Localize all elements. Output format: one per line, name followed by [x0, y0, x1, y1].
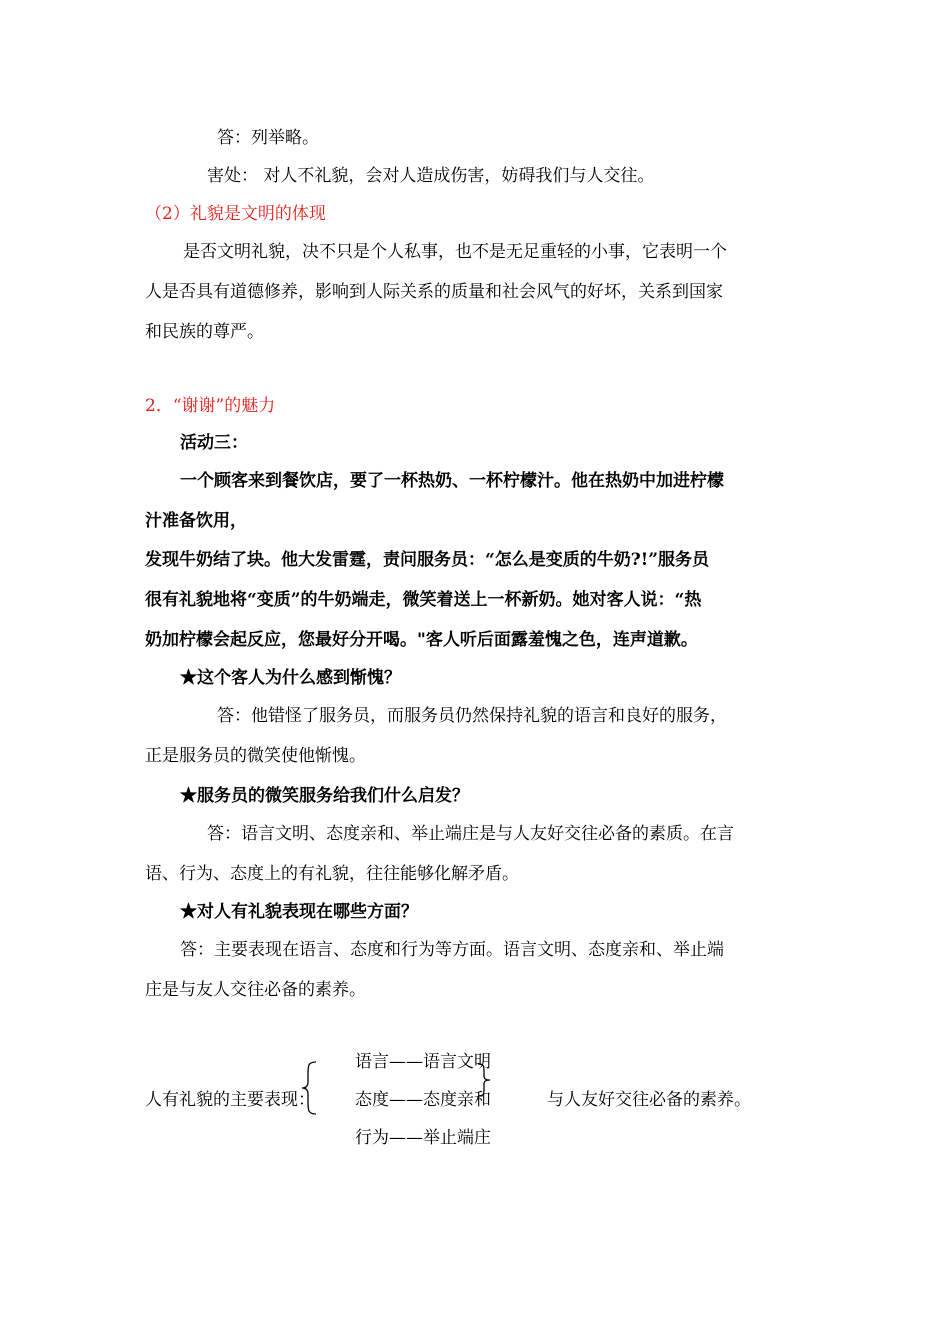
answer-2-line: 答：语言文明、态度亲和、举止端庄是与人友好交往必备的素质。在言 — [207, 824, 734, 844]
answer-omitted: 答：列举略。 — [217, 128, 319, 148]
right-brace-icon — [474, 1062, 494, 1098]
answer-2-line: 语、行为、态度上的有礼貌，往往能够化解矛盾。 — [145, 864, 519, 884]
paragraph-line: 和民族的尊严。 — [145, 322, 264, 342]
question-3: ★对人有礼貌表现在哪些方面？ — [180, 902, 418, 922]
question-2: ★服务员的微笑服务给我们什么启发？ — [180, 786, 469, 806]
question-1: ★这个客人为什么感到惭愧？ — [180, 668, 401, 688]
paragraph-line: 是否文明礼貌，决不只是个人私事，也不是无足重轻的小事，它表明一个 — [183, 242, 727, 262]
answer-3-line: 庄是与友人交往必备的素养。 — [145, 980, 366, 1000]
harm-text: 害处： 对人不礼貌，会对人造成伤害，妨碍我们与人交往。 — [207, 166, 655, 186]
section-heading-civility: （2）礼貌是文明的体现 — [145, 204, 326, 224]
story-line: 汁准备饮用， — [145, 511, 247, 531]
summary-item: 行为——举止端庄 — [355, 1128, 491, 1148]
answer-1-line: 答：他错怪了服务员，而服务员仍然保持礼貌的语言和良好的服务， — [217, 706, 727, 726]
summary-right-label: 与人友好交往必备的素养。 — [547, 1090, 751, 1110]
story-line: 很有礼貌地将“变质”的牛奶端走，微笑着送上一杯新奶。她对客人说：“热 — [145, 590, 702, 610]
section-heading-thanks: 2．“谢谢”的魅力 — [145, 396, 276, 416]
left-brace-icon — [300, 1060, 320, 1116]
answer-1-line: 正是服务员的微笑使他惭愧。 — [145, 746, 366, 766]
summary-item: 语言——语言文明 — [355, 1052, 491, 1072]
summary-item: 态度——态度亲和 — [355, 1090, 491, 1110]
answer-3-line: 答：主要表现在语言、态度和行为等方面。语言文明、态度亲和、举止端 — [180, 940, 724, 960]
story-line: 一个顾客来到餐饮店，要了一杯热奶、一杯柠檬汁。他在热奶中加进柠檬 — [180, 471, 724, 491]
story-line: 发现牛奶结了块。他大发雷霆，责问服务员：“怎么是变质的牛奶?!”服务员 — [145, 550, 709, 570]
activity-title: 活动三： — [180, 433, 248, 453]
summary-left-label: 人有礼貌的主要表现： — [145, 1090, 315, 1110]
story-line: 奶加柠檬会起反应，您最好分开喝。"客人听后面露羞愧之色，连声道歉。 — [145, 630, 698, 650]
paragraph-line: 人是否具有道德修养，影响到人际关系的质量和社会风气的好坏，关系到国家 — [145, 282, 723, 302]
